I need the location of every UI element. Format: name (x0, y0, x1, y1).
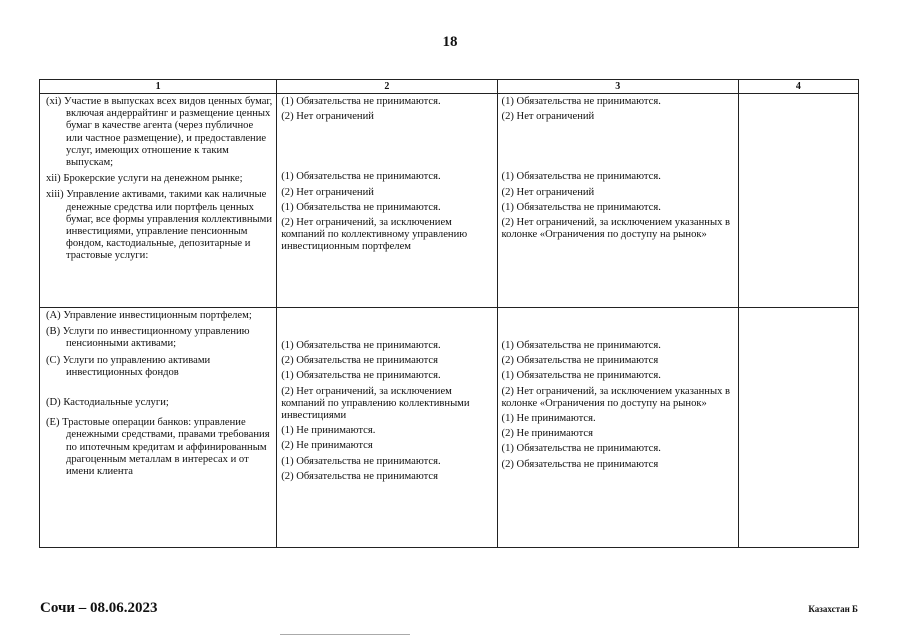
scan-artifact-line (280, 634, 410, 635)
national-treatment-cell (497, 94, 738, 308)
commitments-table (39, 79, 859, 548)
commitment-text: (1) Обязательства не принимаются. (501, 443, 661, 455)
service-xi: (xi) Участие в выпусках всех видов ценных бумаг, включая андеррайтинг и размещение ценных бумаг в качестве агента (через публичное или частное размещение), и предоставление услуг, имеющих отношение к таким выпускам; (46, 96, 273, 169)
commitment-text: (2) Обязательства не принимаются (281, 470, 438, 482)
additional-commitments-cell (738, 308, 858, 548)
commitment-text: (2) Не принимаются (501, 428, 593, 440)
service-a: (A) Управление инвестиционным портфелем; (46, 310, 252, 321)
service-description-cell (40, 308, 277, 548)
service-b: (B) Услуги по инвестиционному управлению пенсионными активами; (46, 326, 250, 350)
service-c: (C) Услуги по управлению активами инвестиционных фондов (46, 354, 211, 378)
commitment-text: (2) Нет ограничений, за исключением указанных в колонке «Ограничения по доступу на рынок» (501, 385, 731, 409)
service-e: (E) Трастовые операции банков: управление денежными средствами, правами требования по ипотечным кредитам и аффинированным драгоценным металлам в интересах и от имени клиента (46, 417, 270, 478)
commitment-text: (2) Не принимаются (281, 440, 373, 452)
commitment-text: (1) Обязательства не принимаются. (281, 96, 441, 107)
footer-document-id: Казахстан Б (808, 604, 858, 614)
commitment-text: (2) Нет ограничений (281, 111, 374, 123)
column-header-1: 1 (40, 80, 277, 94)
market-access-cell (277, 308, 497, 548)
commitment-text: (2) Нет ограничений (281, 186, 374, 198)
commitment-text: (1) Обязательства не принимаются. (281, 370, 441, 382)
commitments-table-container (39, 79, 859, 548)
market-access-cell (277, 94, 497, 308)
table-header-row (40, 80, 859, 94)
commitment-text: (1) Обязательства не принимаются. (501, 340, 661, 351)
commitment-text: (2) Нет ограничений, за исключением указанных в колонке «Ограничения по доступу на рынок» (501, 217, 731, 241)
footer-place-date: Сочи – 08.06.2023 (40, 600, 158, 616)
commitment-text: (2) Нет ограничений (501, 186, 595, 198)
commitment-text: (2) Нет ограничений (501, 111, 595, 123)
commitment-text: (2) Обязательства не принимаются (501, 458, 659, 470)
commitment-text: (2) Обязательства не принимаются (281, 355, 438, 367)
column-header-4: 4 (738, 80, 858, 94)
additional-commitments-cell (738, 94, 858, 308)
commitment-text: (1) Обязательства не принимаются. (501, 201, 661, 213)
page-number: 18 (442, 34, 458, 50)
commitment-text: (1) Обязательства не принимаются. (281, 171, 441, 183)
service-d: (D) Кастодиальные услуги; (46, 397, 169, 409)
service-xii: xii) Брокерские услуги на денежном рынке; (46, 173, 243, 185)
commitment-text: (1) Обязательства не принимаются. (281, 455, 441, 467)
commitment-text: (2) Обязательства не принимаются (501, 355, 659, 367)
commitment-text: (1) Не принимаются. (501, 413, 596, 425)
column-header-3: 3 (497, 80, 738, 94)
commitment-text: (1) Обязательства не принимаются. (281, 340, 441, 351)
column-header-2: 2 (277, 80, 497, 94)
commitment-text: (1) Не принимаются. (281, 425, 376, 437)
commitment-text: (1) Обязательства не принимаются. (501, 370, 661, 382)
commitment-text: (1) Обязательства не принимаются. (501, 171, 661, 183)
national-treatment-cell (497, 308, 738, 548)
commitment-text: (2) Нет ограничений, за исключением компаний по управлению коллективными инвестициями (281, 385, 470, 422)
table-row (40, 94, 859, 308)
table-row (40, 308, 859, 548)
service-xiii: xiii) Управление активами, такими как наличные денежные средства или портфель ценных бумаг, все формы управления коллективными инвестициями, управление пенсионным фондом, кастодиальные, депозитарные и трастовые услуги: (46, 189, 272, 262)
service-description-cell (40, 94, 277, 308)
commitment-text: (1) Обязательства не принимаются. (501, 96, 661, 107)
commitment-text: (1) Обязательства не принимаются. (281, 201, 441, 213)
commitment-text: (2) Нет ограничений, за исключением компаний по коллективному управлению инвестиционным портфелем (281, 217, 468, 253)
